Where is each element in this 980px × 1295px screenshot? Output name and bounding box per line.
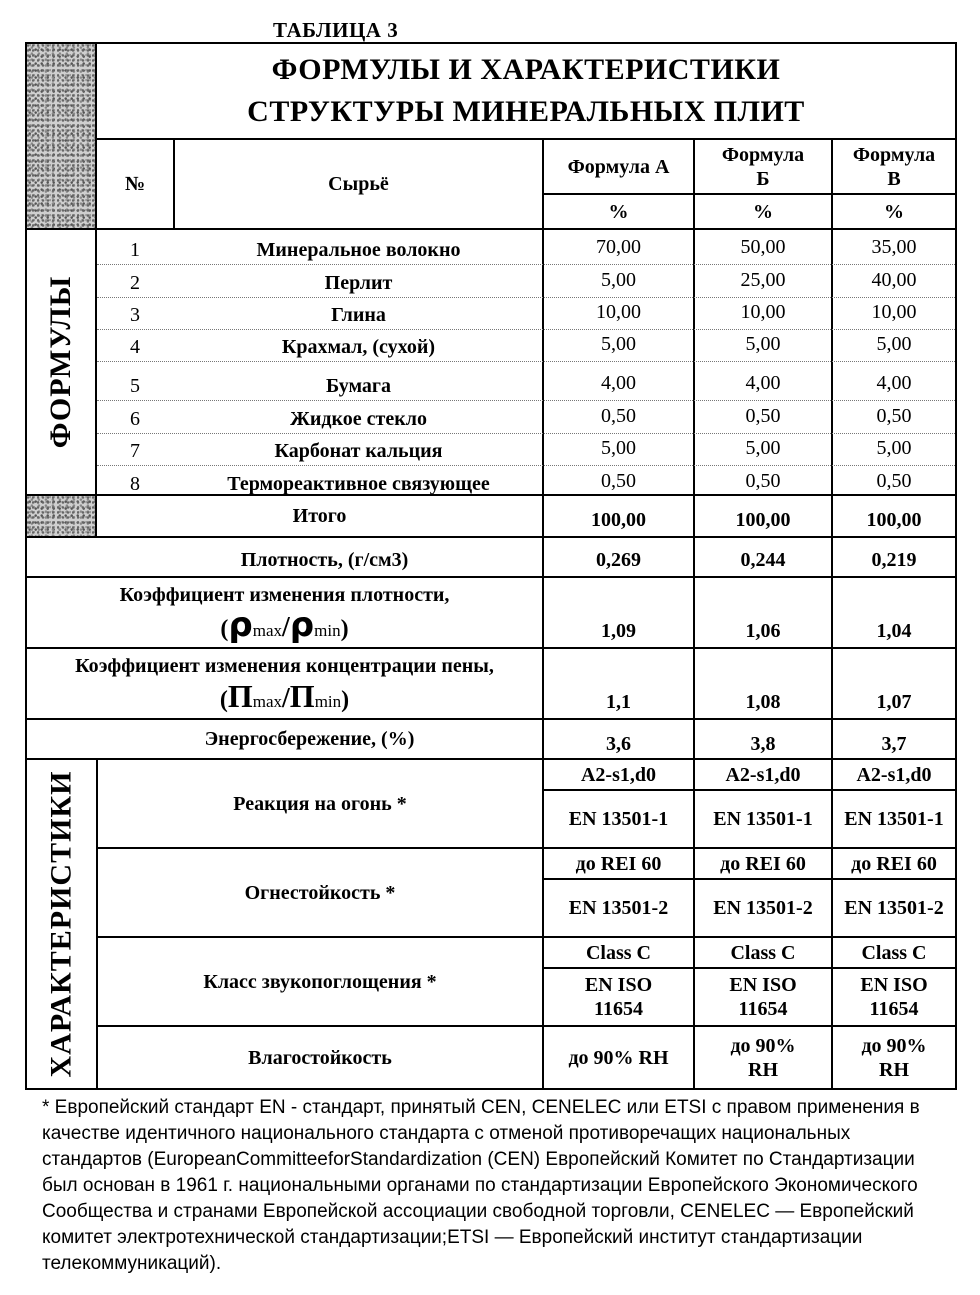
sound-class-b: Class C — [693, 936, 833, 969]
max-sub: max — [252, 691, 283, 711]
fire-reaction-label: Реакция на огонь * — [96, 758, 544, 849]
row-divider — [97, 361, 955, 362]
row-material: Жидкое стекло — [290, 408, 427, 430]
header-unit-b: % — [693, 193, 833, 230]
rho-symbol: ρ — [289, 604, 315, 645]
footnote: * Европейский стандарт EN - стандарт, принятый CEN, CENELEC или ETSI с правом применения в качестве идентичного национального стандарта с отменой противоречащих национальных стандартов (EuropeanCommitteeforStandardization (CEN) Европейский Комитет по Стандартизации был основан в 1961 г. национальными органами по стандартизации Европейского Экономического Сообщества и странами Европейской ассоциации свободной торговли, CENELEC — Европейский комитет электротехнической стандартизации;ETSI — Европейский институт стандартизации телекоммуникаций). — [42, 1097, 920, 1274]
row-value-a: 0,50 — [601, 404, 636, 427]
density-coef-label: Коэффициент изменения плотности, — [119, 583, 450, 606]
fire-reaction-std-v: EN 13501-1 — [831, 789, 957, 849]
row-number: 3 — [130, 304, 140, 326]
row-number: 4 — [130, 336, 140, 358]
row-value-v: 10,00 — [871, 300, 917, 323]
slash: / — [282, 682, 290, 714]
title-line-2: СТРУКТУРЫ МИНЕРАЛЬНЫХ ПЛИТ — [247, 95, 805, 128]
max-sub: max — [252, 620, 283, 640]
header-unit-v: % — [831, 193, 957, 230]
row-value-a: 5,00 — [601, 332, 636, 355]
title-line-1: ФОРМУЛЫ И ХАРАКТЕРИСТИКИ — [271, 53, 781, 86]
pi-symbol: П — [289, 677, 315, 714]
moisture-a: до 90% RH — [542, 1025, 695, 1090]
row-material: Карбонат кальция — [274, 440, 443, 462]
characteristics-label: ХАРАКТЕРИСТИКИ — [44, 770, 78, 1078]
characteristics-section-label-cell — [25, 758, 98, 1090]
corner-texture-total — [25, 494, 97, 538]
header-formula-v: Формула В — [831, 138, 957, 195]
density-a: 0,269 — [542, 536, 695, 578]
total-label: Итого — [95, 494, 544, 538]
row-value-b: 0,50 — [745, 469, 781, 492]
row-number: 5 — [130, 375, 140, 397]
row-value-a: 70,00 — [596, 235, 641, 258]
row-value-b: 10,00 — [740, 300, 786, 323]
row-value-v: 40,00 — [871, 268, 917, 291]
energy-label: Энергосбережение, (%) — [25, 718, 544, 760]
corner-texture-top — [25, 42, 97, 230]
row-number: 6 — [130, 408, 140, 430]
energy-v: 3,7 — [831, 718, 957, 760]
row-value-a: 5,00 — [601, 436, 636, 459]
fire-resistance-class-b: до REI 60 — [693, 847, 833, 880]
row-material: Глина — [331, 304, 386, 326]
header-num: № — [95, 138, 175, 230]
fire-resistance-label: Огнестойкость * — [96, 847, 544, 938]
header-formula-b: Формула Б — [693, 138, 833, 195]
foam-coef-formula — [219, 677, 350, 714]
total-v: 100,00 — [831, 494, 957, 538]
paren-open: ( — [219, 686, 228, 713]
sound-std-b: EN ISO 11654 — [693, 967, 833, 1027]
slash: / — [282, 611, 290, 643]
paren-close: ) — [341, 686, 350, 713]
row-value-b: 0,50 — [745, 404, 781, 427]
total-a: 100,00 — [542, 494, 695, 538]
row-number: 1 — [130, 239, 140, 261]
row-value-b: 4,00 — [745, 371, 781, 394]
header-unit-a: % — [542, 193, 695, 230]
foam-coef-b: 1,08 — [693, 647, 833, 720]
paren-close: ) — [340, 615, 349, 642]
row-material: Минеральное волокно — [256, 239, 461, 261]
fire-reaction-std-b: EN 13501-1 — [693, 789, 833, 849]
min-sub: min — [314, 620, 341, 640]
table-caption: ТАБЛИЦА 3 — [273, 18, 399, 42]
foam-coef-a: 1,1 — [542, 647, 695, 720]
row-value-b: 5,00 — [745, 332, 781, 355]
sound-std-a: EN ISO 11654 — [542, 967, 695, 1027]
fire-resistance-std-b: EN 13501-2 — [693, 878, 833, 938]
formulas-label: ФОРМУЛЫ — [44, 275, 78, 449]
paren-open: ( — [220, 615, 229, 642]
formulas-section-label-cell — [25, 228, 97, 496]
density-label: Плотность, (г/см3) — [25, 536, 544, 578]
min-sub: min — [314, 691, 342, 711]
density-b: 0,244 — [693, 536, 833, 578]
density-coef-formula — [220, 604, 349, 645]
row-number: 8 — [130, 473, 140, 495]
fire-resistance-std-v: EN 13501-2 — [831, 878, 957, 938]
sound-class-v: Class C — [831, 936, 957, 969]
row-value-v: 0,50 — [876, 469, 912, 492]
density-coef-v: 1,04 — [831, 576, 957, 649]
density-coef-label-cell — [25, 576, 544, 649]
foam-coef-v: 1,07 — [831, 647, 957, 720]
row-material: Крахмал, (сухой) — [281, 336, 436, 358]
row-value-a: 5,00 — [601, 268, 636, 291]
foam-coef-label: Коэффициент изменения концентрации пены, — [75, 654, 494, 677]
moisture-b: до 90% RH — [693, 1025, 833, 1090]
fire-resistance-class-v: до REI 60 — [831, 847, 957, 880]
moisture-label: Влагостойкость — [96, 1025, 544, 1090]
row-value-a: 10,00 — [596, 300, 641, 323]
row-value-v: 35,00 — [871, 235, 917, 258]
rho-symbol: ρ — [228, 604, 253, 645]
sound-class-a: Class C — [542, 936, 695, 969]
moisture-v: до 90% RH — [831, 1025, 957, 1090]
density-coef-b: 1,06 — [693, 576, 833, 649]
fire-reaction-std-a: EN 13501-1 — [542, 789, 695, 849]
density-coef-a: 1,09 — [542, 576, 695, 649]
density-v: 0,219 — [831, 536, 957, 578]
table-title — [95, 42, 957, 140]
row-value-a: 4,00 — [601, 371, 636, 394]
row-value-v: 0,50 — [876, 404, 912, 427]
sound-label: Класс звукопоглощения * — [96, 936, 544, 1027]
fire-resistance-class-a: до REI 60 — [542, 847, 695, 880]
header-formula-a: Формула А — [542, 138, 695, 195]
row-value-v: 4,00 — [876, 371, 912, 394]
row-value-b: 5,00 — [745, 436, 781, 459]
row-number: 7 — [130, 440, 140, 462]
row-value-b: 25,00 — [740, 268, 786, 291]
sound-std-v: EN ISO 11654 — [831, 967, 957, 1027]
fire-resistance-std-a: EN 13501-2 — [542, 878, 695, 938]
energy-a: 3,6 — [542, 718, 695, 760]
fire-reaction-class-b: A2-s1,d0 — [693, 758, 833, 791]
fire-reaction-class-a: A2-s1,d0 — [542, 758, 695, 791]
row-value-a: 0,50 — [601, 469, 636, 492]
energy-b: 3,8 — [693, 718, 833, 760]
header-material: Сырьё — [173, 138, 544, 230]
row-value-b: 50,00 — [740, 235, 786, 258]
row-material: Бумага — [325, 375, 392, 397]
row-material: Перлит — [324, 272, 393, 294]
total-b: 100,00 — [693, 494, 833, 538]
row-material: Термореактивное связующее — [227, 473, 490, 495]
pi-symbol: П — [227, 677, 253, 714]
row-value-v: 5,00 — [876, 436, 912, 459]
row-value-v: 5,00 — [876, 332, 912, 355]
fire-reaction-class-v: A2-s1,d0 — [831, 758, 957, 791]
row-number: 2 — [130, 272, 140, 294]
foam-coef-label-cell — [25, 647, 544, 720]
